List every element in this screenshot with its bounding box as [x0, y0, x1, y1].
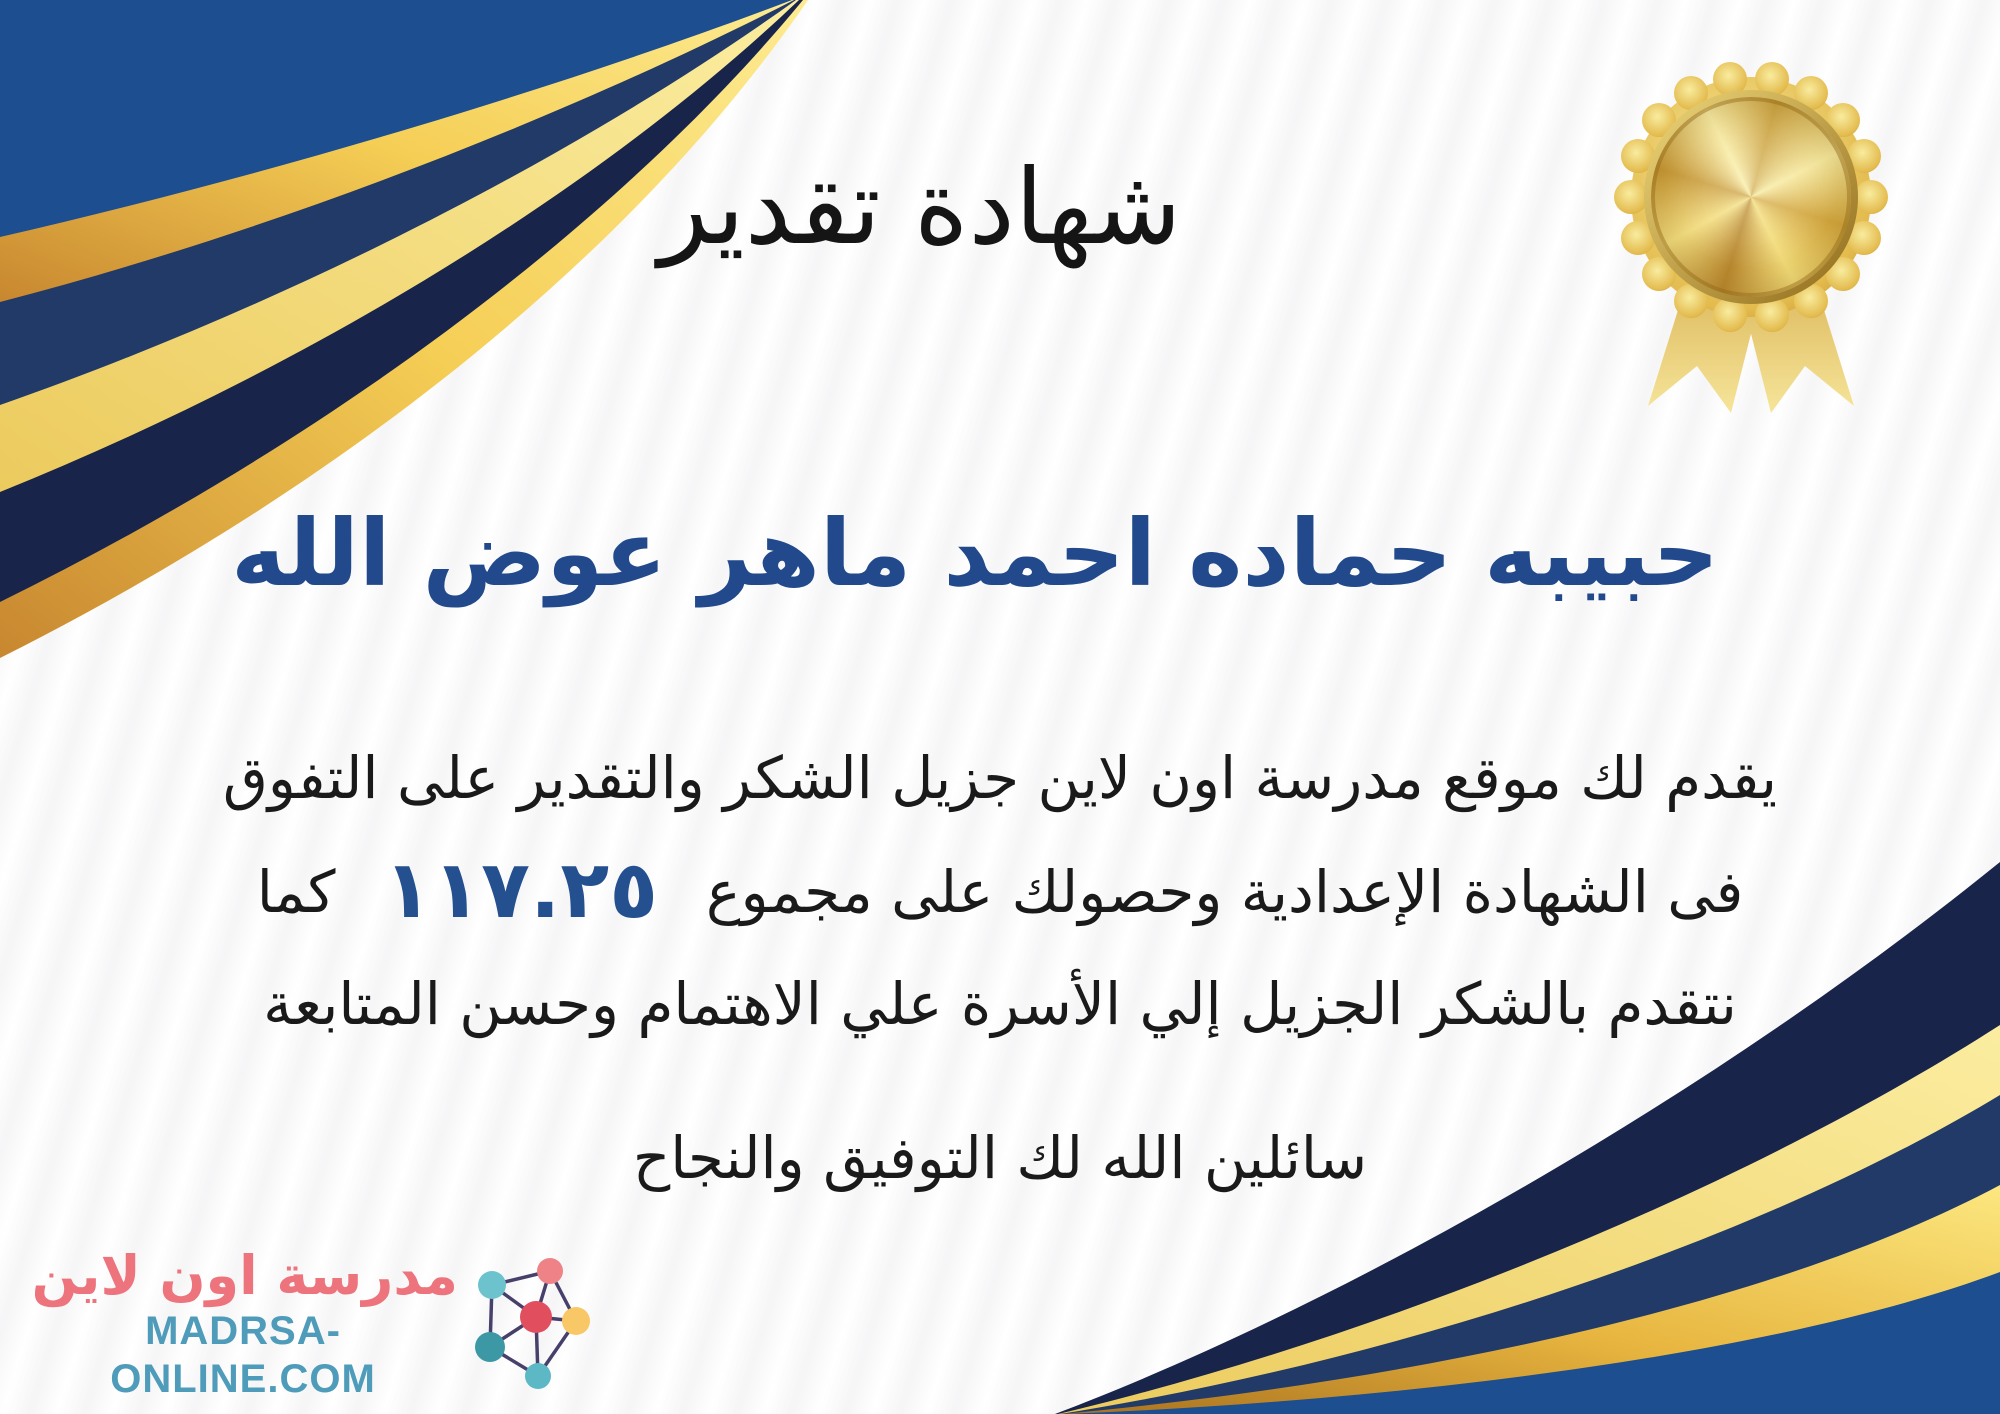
body-line-2-text-start: فى الشهادة الإعدادية وحصولك على مجموع [706, 858, 1744, 926]
body-line-2 [30, 834, 1970, 948]
body-line-3: نتقدم بالشكر الجزيل إلي الأسرة علي الاهتمام وحسن المتابعة [263, 970, 1737, 1038]
network-logo-icon [472, 1255, 594, 1393]
body-line-1: يقدم لك موقع مدرسة اون لاين جزيل الشكر والتقدير على التفوق [222, 744, 1778, 812]
site-logo [28, 1244, 608, 1404]
certificate-title: شهادة تقدير [658, 146, 1182, 268]
body-line-2-text-end: كما [256, 858, 336, 926]
student-name: حبيبه حماده احمد ماهر عوض الله [231, 500, 1719, 607]
certificate-body [30, 722, 1970, 1060]
site-name-arabic: مدرسة اون لاين [31, 1243, 458, 1307]
site-domain: MADRSA-ONLINE.COM [110, 1309, 376, 1402]
site-logo-text [28, 1245, 458, 1403]
closing-line: سائلين الله لك التوفيق والنجاح [632, 1124, 1368, 1192]
score-value: ١١٧.٢٥ [383, 843, 659, 936]
